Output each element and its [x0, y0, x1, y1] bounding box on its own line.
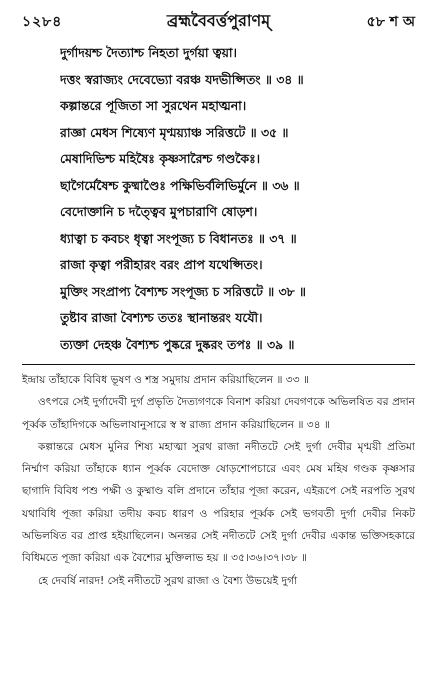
chapter-number: ৫৮ শ অ — [366, 14, 415, 30]
section-divider — [22, 364, 415, 365]
verse-line: বেদোক্তানি চ দত্ত্বৈব মুপচারাণি ষোড়শ। — [60, 204, 258, 219]
verse-line: দত্তং স্বরাজ্যং দেবেভ্যো বরঞ্চ যদভীপ্সিতং ॥ ৩৪ ॥ — [60, 71, 304, 87]
sanskrit-verses — [22, 40, 415, 358]
verse-line: ধ্যাত্বা চ কবচং ধৃত্বা সংপূজ্য চ বিধানতঃ ॥ ৩৭ ॥ — [60, 230, 297, 246]
commentary-paragraph: ওৎপরে সেই দুর্গাদেবী দুর্গ প্রভৃতি দৈত্যগণকে বিনাশ করিয়া দেবগণকে অভিলষিত বর প্রদান পূর্ব্বক তাঁহাদিগকে অভিলাষানুসারে স্ব স্ব রাজ্য প্রদান করিয়াছিলেন ॥ ৩৪ ॥ — [22, 396, 415, 431]
commentary-paragraph: ইন্দ্রায় তাঁহাকে বিবিধ ভূষণ ও শস্ত্র সমুদায় প্রদান করিয়াছিলেন ॥ ৩৩ ॥ — [22, 374, 309, 386]
verse-line: ছাগৈর্মেষৈশ্চ কুষ্মাণ্ডৈঃ পক্ষিভির্বলিভির্মুনে ॥ ৩৬ ॥ — [60, 177, 300, 193]
verse-line: তুষ্টাব রাজা বৈশ্যশ্চ ততঃ স্থানান্তরং যযৌ। — [60, 310, 263, 325]
verse-line: রাজা কৃত্বা পরীহারং বরং প্রাপ যথেপ্সিতং। — [60, 257, 263, 272]
book-title: ব্রহ্মবৈবর্ত্তপুরাণম্ — [166, 11, 271, 30]
verse-line: কল্পান্তরে পূজিতা সা সুরথেন মহাত্মনা। — [60, 98, 247, 113]
verse-line: ত্যক্তা দেহঞ্চ বৈশ্যশ্চ পুষ্করে দুষ্করং তপঃ ॥ ৩৯ ॥ — [60, 336, 295, 352]
verse-line: মুক্তিং সংপ্রাপ্য বৈশ্যশ্চ সংপূজ্য চ সরিত্তটে ॥ ৩৮ ॥ — [60, 283, 306, 299]
bengali-commentary — [22, 369, 415, 592]
commentary-paragraph: হে দেবর্ষি নারদ! সেই নদীতটে সুরথ রাজা ও বৈশ্য উভয়েই দুর্গা — [38, 574, 298, 587]
verse-line: দুর্গাদয়শ্চ দৈত্যাশ্চ নিহতা দুর্গয়া ত্বয়া। — [60, 45, 237, 60]
verse-line: মেষাদিভিশ্চ মহিষৈঃ কৃষ্ণসারৈশ্চ গণ্ডকৈঃ। — [60, 151, 261, 166]
page-number: ১২৮৪ — [22, 14, 63, 30]
page-header — [22, 6, 415, 32]
verse-line: রাজ্ঞা মেধস শিষ্যেণ মৃণ্ময়্যাঞ্চ সরিত্তটে ॥ ৩৫ ॥ — [60, 124, 289, 140]
commentary-paragraph: কল্পান্তরে মেধস মুনির শিষ্য মহাত্মা সুরথ রাজা নদীতটে সেই দুর্গা দেবীর মৃণ্ময়ী প্রতিমা নির্ম্মাণ করিয়া তাঁহাকে ধ্যান পূর্ব্বক বেদোক্ত ষোড়শোপচারে এবং মেষ মহিষ গণ্ডক কৃষ্ণসার ছাগাদি বিবিধ পশু পক্ষী ও কুষ্মাণ্ড বলি প্রদানে তাঁহার পূজা করেন, এইরূপে সেই নরপতি সুরথ যথাবিধি পূজা করিয়া তদীয় কবচ ধারণ ও পরিহার পূর্ব্বক সেই ভগবতী দুর্গা দেবীর নিকট অভিলষিত বর প্রাপ্ত হইয়াছিলেন। অনন্তর সেই নদীতটে সেই দুর্গা দেবীর একান্ত ভক্তিসহকারে বিধিমতে পূজা করিয়া এক বৈশ্যের মুক্তিলাভ হয় ॥ ৩৫।৩৬।৩৭।৩৮ ॥ — [22, 440, 415, 565]
